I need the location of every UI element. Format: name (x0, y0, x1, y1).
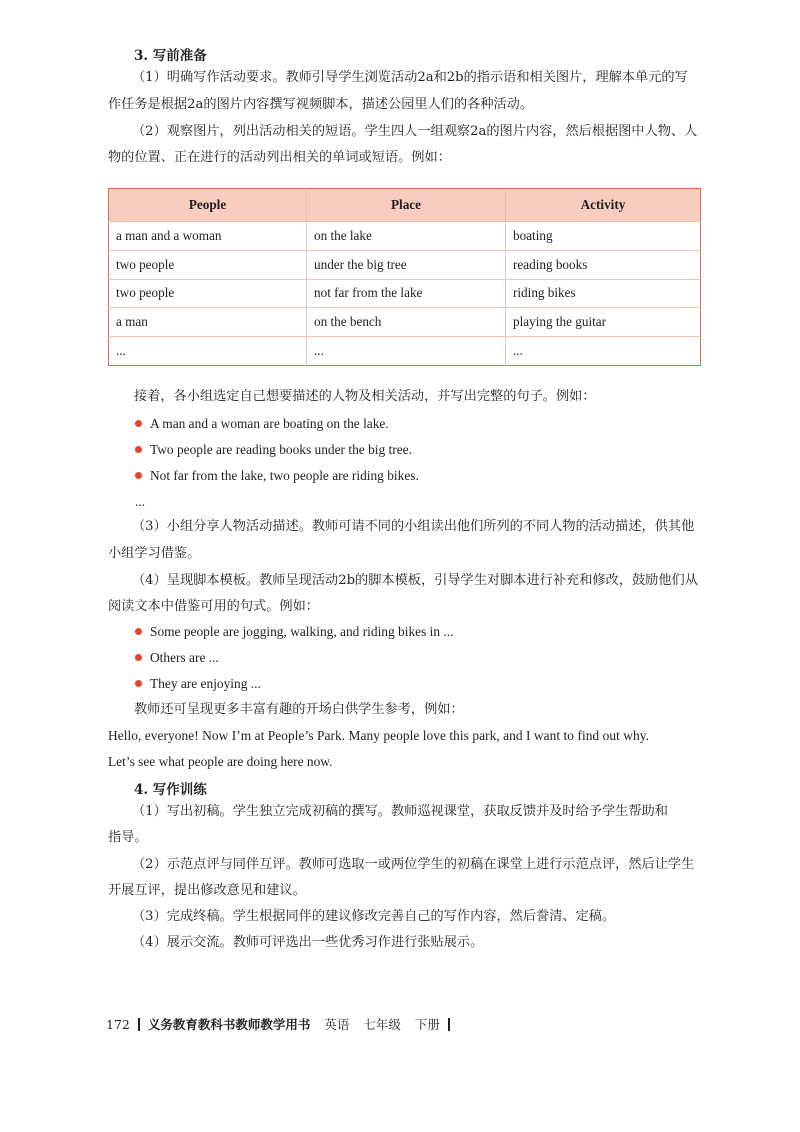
table-cell: ... (513, 343, 523, 359)
table-row (109, 222, 701, 251)
table-cell: under the big tree (307, 250, 506, 279)
table-row (109, 337, 701, 366)
bullet-dot-icon (135, 420, 142, 427)
paragraph-4-line-1: （4）呈现脚本模板。教师呈现活动2b的脚本模板，引导学生对脚本进行补充和修改，鼓励他们从 (132, 573, 698, 588)
list-item: Two people are reading books under the big tree. (135, 442, 412, 458)
paragraph-3-line-1: （3）小组分享人物活动描述。教师可请不同的小组读出他们所列的不同人物的活动描述，供其他 (132, 519, 695, 534)
grade-label: 七年级 (363, 1017, 401, 1032)
table-cell: ... (109, 337, 307, 366)
opening-intro-text: 教师还可呈现更多丰富有趣的开场白供学生参考，例如： (134, 702, 464, 717)
page-number: 172 (106, 1017, 130, 1032)
table-cell: on the lake (307, 222, 506, 251)
list-item: Others are ... (135, 650, 219, 666)
bullet-dot-icon (135, 680, 142, 687)
paragraph-1-line-2: 作任务是根据2a的图片内容撰写视频脚本，描述公园里人们的各种活动。 (108, 97, 534, 112)
list-item: Not far from the lake, two people are riding bikes. (135, 468, 419, 484)
subject-label: 英语 (324, 1017, 350, 1032)
table-cell: playing the guitar (506, 308, 701, 337)
table-cell: ... (307, 337, 506, 366)
table-header-row (109, 189, 701, 222)
paragraph-1-line-1: （1）明确写作活动要求。教师引导学生浏览活动2a和2b的指示语和相关图片，理解本单元的写 (132, 70, 688, 85)
step-2-line-2: 开展互评，提出修改意见和建议。 (108, 883, 306, 898)
step-1-line-1: （1）写出初稿。学生独立完成初稿的撰写。教师巡视课堂，获取反馈并及时给予学生帮助和 (132, 804, 668, 819)
paragraph-3-line-2: 小组学习借鉴。 (108, 546, 201, 561)
opening-line-2: Let’s see what people are doing here now. (108, 754, 333, 769)
step-2-line-1: （2）示范点评与同伴互评。教师可选取一或两位学生的初稿在课堂上进行示范点评，然后让学生 (132, 857, 695, 872)
paragraph-4-line-2: 阅读文本中借鉴可用的句式。例如： (108, 599, 319, 614)
bullet-dot-icon (135, 654, 142, 661)
table-cell: boating (506, 222, 701, 251)
table-cell: on the bench (307, 308, 506, 337)
step-3-text: （3）完成终稿。学生根据同伴的建议修改完善自己的写作内容，然后誊清、定稿。 (132, 909, 616, 924)
list-item: A man and a woman are boating on the lake. (135, 416, 389, 432)
list-item: Some people are jogging, walking, and riding bikes in ... (135, 624, 453, 640)
book-title: 义务教育教科书教师教学用书 (147, 1017, 311, 1032)
table-cell: two people (109, 279, 307, 308)
page-footer (106, 1015, 458, 1033)
table-cell: two people (109, 250, 307, 279)
ellipsis-text: ... (135, 494, 146, 509)
table-cell: reading books (506, 250, 701, 279)
table-cell: riding bikes (506, 279, 701, 308)
bullet-dot-icon (135, 446, 142, 453)
table-cell: not far from the lake (307, 279, 506, 308)
table-cell: a man (109, 308, 307, 337)
bullet-dot-icon (135, 628, 142, 635)
column-header-activity: Activity (506, 189, 701, 222)
step-4-text: （4）展示交流。教师可评选出一些优秀习作进行张贴展示。 (132, 935, 484, 950)
footer-divider (138, 1018, 140, 1031)
group-intro-text: 接着，各小组选定自己想要描述的人物及相关活动，并写出完整的句子。例如： (134, 389, 596, 404)
table-row (109, 279, 701, 308)
section-4-heading: 4. 写作训练 (134, 782, 207, 798)
paragraph-2-line-1: （2）观察图片，列出活动相关的短语。学生四人一组观察2a的图片内容，然后根据图中人物、人 (132, 124, 698, 139)
list-item: They are enjoying ... (135, 676, 261, 692)
activity-table (108, 188, 701, 366)
table-row (109, 250, 701, 279)
paragraph-2-line-2: 物的位置、正在进行的活动列出相关的单词或短语。例如： (108, 150, 451, 165)
table-row (109, 308, 701, 337)
column-header-people: People (109, 189, 307, 222)
table-cell: a man and a woman (109, 222, 307, 251)
step-1-line-2: 指导。 (108, 830, 148, 845)
footer-divider (448, 1018, 450, 1031)
bullet-dot-icon (135, 472, 142, 479)
column-header-place: Place (307, 189, 506, 222)
section-3-heading: 3. 写前准备 (134, 48, 207, 64)
volume-label: 下册 (414, 1017, 440, 1032)
opening-line-1: Hello, everyone! Now I’m at People’s Park. Many people love this park, and I want to find out why. (108, 728, 650, 743)
